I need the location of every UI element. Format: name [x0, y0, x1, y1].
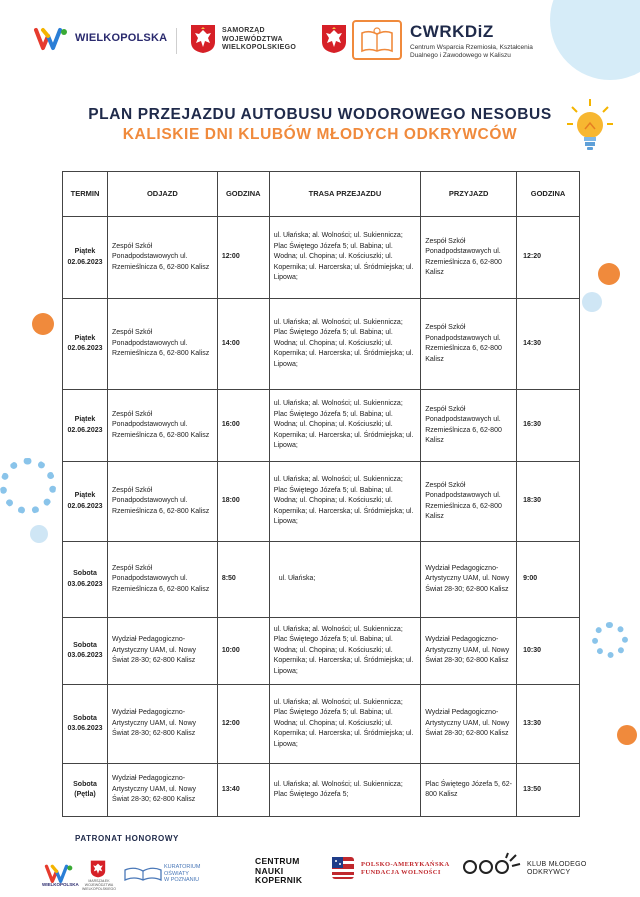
- schedule-table: [62, 171, 580, 817]
- route-cell: ul. Ułańska; al. Wolności; ul. Sukiennicza; Plac Świętego Józefa 5; ul. Babina; ul. Wodna; ul. Chopina; ul. Kościuszki; ul. Kopernika; ul. Harcerska; ul. Śródmiejska; ul. Lipowa;: [269, 390, 420, 462]
- arrival-time-cell: 18:30: [517, 462, 580, 542]
- term-cell: Piątek 02.06.2023: [63, 217, 108, 299]
- samorzad-text: SAMORZĄD WOJEWÓDZTWA WIELKOPOLSKIEGO: [222, 27, 297, 51]
- decor-dot-blue: [30, 525, 48, 543]
- marszalek-text: MARSZAŁEK WOJEWÓDZTWA WIELKOPOLSKIEGO: [81, 879, 117, 891]
- term-cell: Piątek 02.06.2023: [63, 299, 108, 390]
- eagle-crest-icon: [90, 860, 106, 878]
- table-row: [63, 217, 580, 299]
- term-cell: Sobota 03.06.2023: [63, 542, 108, 618]
- header-przyjazd: PRZYJAZD: [421, 172, 517, 217]
- route-cell: ul. Ułańska; al. Wolności; ul. Sukiennicza; Plac Świętego Józefa 5; ul. Babina; ul. Wodna; ul. Chopina; ul. Kościuszki; ul. Kopernika; ul. Harcerska; ul. Śródmiejska; ul. Lipowa;: [269, 618, 420, 685]
- table-row: [63, 764, 580, 817]
- departure-cell: Zespół Szkół Ponadpodstawowych ul. Rzemieślnicza 6, 62-800 Kalisz: [107, 462, 217, 542]
- table-row: [63, 299, 580, 390]
- decor-dot-orange: [617, 725, 637, 745]
- cwr-book-icon: [360, 27, 394, 53]
- page-title: PLAN PRZEJAZDU AUTOBUSU WODOROWEGO NESOBUS: [88, 106, 552, 123]
- term-cell: Sobota 03.06.2023: [63, 618, 108, 685]
- departure-time-cell: 8:50: [217, 542, 269, 618]
- departure-time-cell: 14:00: [217, 299, 269, 390]
- departure-time-cell: 12:00: [217, 685, 269, 764]
- kuratorium-text: KURATORIUM OŚWIATY W POZNANIU: [164, 864, 201, 883]
- departure-time-cell: 12:00: [217, 217, 269, 299]
- route-cell: ul. Ułańska; al. Wolności; ul. Sukiennicza; Plac Świętego Józefa 5; ul. Babina; ul. Wodna; ul. Chopina; ul. Kościuszki; ul. Kopernika; ul. Harcerska; ul. Śródmiejska; ul. Lipowa;: [269, 462, 420, 542]
- eagle-crest-icon: [321, 24, 347, 54]
- route-cell: ul. Ułańska; al. Wolności; ul. Sukiennicza; Plac Świętego Józefa 5; ul. Babina; ul. Wodna; ul. Chopina; ul. Kościuszki; ul. Kopernika; ul. Harcerska; ul. Śródmiejska; ul. Lipowa;: [269, 299, 420, 390]
- table-row: [63, 462, 580, 542]
- departure-cell: Zespół Szkół Ponadpodstawowych ul. Rzemieślnicza 6, 62-800 Kalisz: [107, 217, 217, 299]
- wielkopolska-text: WIELKOPOLSKA: [75, 32, 168, 44]
- departure-time-cell: 18:00: [217, 462, 269, 542]
- kuratorium-book-icon: [123, 866, 163, 882]
- arrival-time-cell: 12:20: [517, 217, 580, 299]
- departure-time-cell: 16:00: [217, 390, 269, 462]
- arrival-cell: Plac Świętego Józefa 5, 62-800 Kalisz: [421, 764, 517, 817]
- wielkopolska-logo: [33, 24, 167, 52]
- arrival-time-cell: 16:30: [517, 390, 580, 462]
- term-cell: Sobota (Pętla): [63, 764, 108, 817]
- header-termin: TERMIN: [63, 172, 108, 217]
- decor-dot-orange: [598, 263, 620, 285]
- arrival-time-cell: 13:30: [517, 685, 580, 764]
- table-row: [63, 685, 580, 764]
- departure-time-cell: 10:00: [217, 618, 269, 685]
- route-cell: ul. Ułańska; al. Wolności; ul. Sukiennicza; Plac Świętego Józefa 5; ul. Babina; ul. Wodna; ul. Chopina; ul. Kościuszki; ul. Kopernika; ul. Harcerska; ul. Śródmiejska; ul. Lipowa;: [269, 685, 420, 764]
- arrival-time-cell: 14:30: [517, 299, 580, 390]
- decor-dot-blue: [582, 292, 602, 312]
- patronat-heading: PATRONAT HONOROWY: [75, 834, 179, 843]
- table-row: [63, 542, 580, 618]
- arrival-time-cell: 9:00: [517, 542, 580, 618]
- arrival-time-cell: 10:30: [517, 618, 580, 685]
- wielkopolska-logo-icon: [33, 24, 69, 52]
- eagle-crest-icon: [190, 24, 216, 54]
- arrival-cell: Zespół Szkół Ponadpodstawowych ul. Rzemieślnicza 6, 62-800 Kalisz: [421, 299, 517, 390]
- header-odjazd: ODJAZD: [107, 172, 217, 217]
- arrival-cell: Zespół Szkół Ponadpodstawowych ul. Rzemieślnicza 6, 62-800 Kalisz: [421, 217, 517, 299]
- header-godzina-przyjazd: GODZINA: [517, 172, 580, 217]
- cwr-subtitle: Centrum Wsparcia Rzemiosła, Kształcenia Dualnego i Zawodowego w Kaliszu: [410, 44, 533, 59]
- pafw-text: POLSKO-AMERYKAŃSKA FUNDACJA WOLNOŚCI: [361, 861, 450, 876]
- kmo-text: KLUB MŁODEGO ODKRYWCY: [527, 861, 587, 876]
- kmo-logo-icon: [462, 852, 522, 878]
- decor-dotted-ring: [592, 622, 628, 658]
- arrival-time-cell: 13:50: [517, 764, 580, 817]
- header-divider: [176, 28, 177, 54]
- departure-cell: Zespół Szkół Ponadpodstawowych ul. Rzemieślnicza 6, 62-800 Kalisz: [107, 299, 217, 390]
- page-subtitle: KALISKIE DNI KLUBÓW MŁODYCH ODKRYWCÓW: [122, 126, 518, 143]
- term-cell: Piątek 02.06.2023: [63, 462, 108, 542]
- centrum-nauki-kopernik-logo: CENTRUM NAUKI KOPERNIK: [255, 856, 303, 885]
- header-godzina-odjazd: GODZINA: [217, 172, 269, 217]
- departure-time-cell: 13:40: [217, 764, 269, 817]
- route-cell: ul. Ułańska;: [269, 542, 420, 618]
- decor-dot-orange: [32, 313, 54, 335]
- table-row: [63, 618, 580, 685]
- departure-cell: Zespół Szkół Ponadpodstawowych ul. Rzemieślnicza 6, 62-800 Kalisz: [107, 542, 217, 618]
- arrival-cell: Wydział Pedagogiczno-Artystyczny UAM, ul. Nowy Świat 28-30; 62-800 Kalisz: [421, 542, 517, 618]
- arrival-cell: Zespół Szkół Ponadpodstawowych ul. Rzemieślnicza 6, 62-800 Kalisz: [421, 462, 517, 542]
- arrival-cell: Wydział Pedagogiczno-Artystyczny UAM, ul. Nowy Świat 28-30; 62-800 Kalisz: [421, 685, 517, 764]
- arrival-cell: Wydział Pedagogiczno-Artystyczny UAM, ul. Nowy Świat 28-30; 62-800 Kalisz: [421, 618, 517, 685]
- cwr-title: CWRKDiZ: [410, 22, 494, 41]
- departure-cell: Wydział Pedagogiczno-Artystyczny UAM, ul. Nowy Świat 28-30; 62-800 Kalisz: [107, 685, 217, 764]
- header: [0, 0, 640, 80]
- pafw-flag-icon: [332, 857, 354, 879]
- departure-cell: Zespół Szkół Ponadpodstawowych ul. Rzemieślnicza 6, 62-800 Kalisz: [107, 390, 217, 462]
- arrival-cell: Zespół Szkół Ponadpodstawowych ul. Rzemieślnicza 6, 62-800 Kalisz: [421, 390, 517, 462]
- table-header-row: [63, 172, 580, 217]
- wielkopolska-small-text: WIELKOPOLSKA: [42, 882, 79, 887]
- departure-cell: Wydział Pedagogiczno-Artystyczny UAM, ul. Nowy Świat 28-30; 62-800 Kalisz: [107, 764, 217, 817]
- decor-dotted-ring: [0, 458, 56, 514]
- table-row: [63, 390, 580, 462]
- route-cell: ul. Ułańska; al. Wolności; ul. Sukiennicza; Plac Świętego Józefa 5; ul. Babina; ul. Wodna; ul. Chopina; ul. Kościuszki; ul. Kopernika; ul. Harcerska; ul. Śródmiejska; ul. Lipowa;: [269, 217, 420, 299]
- term-cell: Sobota 03.06.2023: [63, 685, 108, 764]
- route-cell: ul. Ułańska; al. Wolności; ul. Sukiennicza; Plac Świętego Józefa 5;: [269, 764, 420, 817]
- lightbulb-icon: [566, 97, 614, 155]
- term-cell: Piątek 02.06.2023: [63, 390, 108, 462]
- header-trasa: TRASA PRZEJAZDU: [269, 172, 420, 217]
- departure-cell: Wydział Pedagogiczno-Artystyczny UAM, ul. Nowy Świat 28-30; 62-800 Kalisz: [107, 618, 217, 685]
